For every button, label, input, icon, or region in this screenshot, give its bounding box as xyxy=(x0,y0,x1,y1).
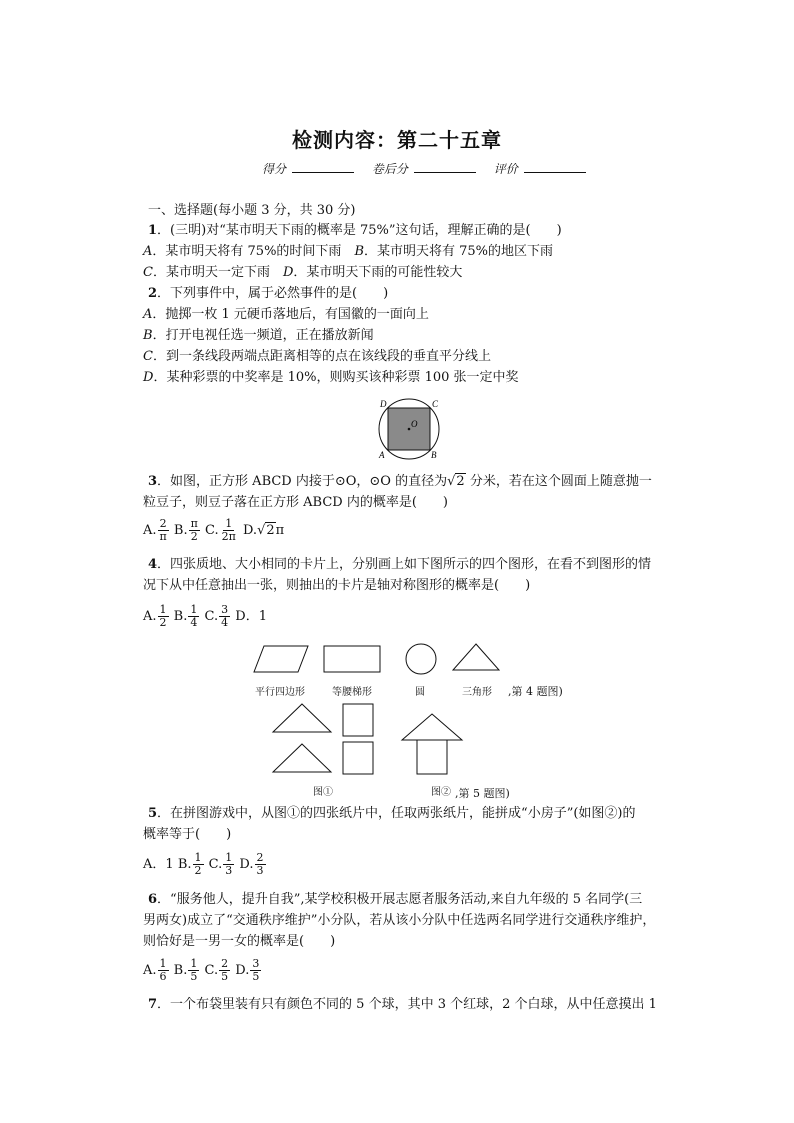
parallelogram-shape xyxy=(254,646,308,672)
option-text: ．某种彩票的中奖率是 10%，则购买该种彩票 100 张一定中奖 xyxy=(153,370,519,385)
fraction xyxy=(219,604,230,629)
question-6-stem-line3: 则恰好是一男一女的概率是( ) xyxy=(143,934,336,949)
option-text: ．打开电视任选一频道，正在播放新闻 xyxy=(152,328,374,343)
option-letter: D. xyxy=(242,523,258,538)
caption-figure-1: 图① xyxy=(313,787,333,798)
option-letter: B xyxy=(354,244,364,259)
question-3-stem-line1 xyxy=(148,474,652,490)
label-c: C xyxy=(432,399,439,409)
isosceles-trapezoid-shape xyxy=(324,646,380,672)
question-4-stem-line1 xyxy=(148,557,651,573)
option-a[interactable] xyxy=(143,603,170,629)
numerator: 1 xyxy=(194,851,202,864)
denominator: 2π xyxy=(221,530,236,543)
question-1-options-ab xyxy=(143,244,553,260)
fraction xyxy=(188,604,199,629)
option-letter: A. xyxy=(143,963,157,978)
center-point xyxy=(408,428,411,431)
house-body xyxy=(417,740,447,774)
numerator: 2 xyxy=(221,957,229,970)
option-letter: B. xyxy=(173,523,188,538)
option-letter: C. xyxy=(208,857,223,872)
question-text: ．(三明)对“某市明天下雨的概率是 75%”这句话，理解正确的是( ) xyxy=(157,223,562,238)
sqrt-expression: √2 xyxy=(257,523,275,538)
score-blank[interactable] xyxy=(292,160,354,173)
caption-circle: 圆 xyxy=(415,687,425,698)
house-roof xyxy=(402,714,462,740)
label-a: A xyxy=(379,450,385,460)
question-number: 3 xyxy=(148,474,158,489)
numerator: 1 xyxy=(159,957,167,970)
label-d: D xyxy=(380,399,387,409)
question-2-option-c[interactable] xyxy=(143,349,491,365)
option-b[interactable] xyxy=(177,851,205,877)
option-letter: D xyxy=(282,265,294,280)
question-5-stem-line1 xyxy=(148,806,635,822)
figure-square-in-circle xyxy=(374,396,446,462)
circle-shape xyxy=(406,644,436,674)
question-number: 7 xyxy=(148,997,158,1012)
denominator: 5 xyxy=(252,970,260,983)
option-letter: A. xyxy=(143,523,157,538)
denominator: 2 xyxy=(159,616,167,629)
fraction xyxy=(255,852,266,877)
radicand: 2 xyxy=(456,474,465,489)
option-a[interactable] xyxy=(143,517,170,543)
denominator: 5 xyxy=(221,970,229,983)
numerator: 1 xyxy=(225,851,233,864)
triangle-card-1 xyxy=(273,704,331,732)
question-text: ．“服务他人，提升自我”,某学校积极开展志愿者服务活动,来自九年级的 5 名同学(三 xyxy=(157,892,643,907)
option-letter: B. xyxy=(177,857,192,872)
caption-triangle: 三角形 xyxy=(462,687,492,698)
option-c[interactable] xyxy=(204,603,232,629)
denominator: 4 xyxy=(190,616,198,629)
triangle-shape xyxy=(453,644,499,670)
denominator: π xyxy=(159,530,167,543)
numerator: 1 xyxy=(190,603,198,616)
question-2-option-d[interactable] xyxy=(143,370,519,386)
option-letter: C. xyxy=(204,963,219,978)
question-text: ．在拼图游戏中，从图①的四张纸片中，任取两张纸片，能拼成“小房子”(如图②)的 xyxy=(157,806,636,821)
fraction xyxy=(158,958,169,983)
fraction xyxy=(223,852,234,877)
option-letter: D xyxy=(143,370,154,385)
question-5-stem-line2: 概率等于( ) xyxy=(143,827,232,842)
denominator: 4 xyxy=(221,616,229,629)
option-d[interactable] xyxy=(243,523,284,538)
denominator: 2 xyxy=(194,864,202,877)
evaluation-label: 评价 xyxy=(493,162,518,176)
question-4-stem-line2: 况下从中任意抽出一张，则抽出的卡片是轴对称图形的概率是( ) xyxy=(143,578,531,593)
question-2-option-a[interactable] xyxy=(143,307,429,323)
section-heading: 一、选择题(每小题 3 分，共 30 分) xyxy=(148,203,356,218)
question-1-stem xyxy=(148,223,562,239)
option-d[interactable]: ．某市明天下雨的可能性较大 xyxy=(293,265,463,280)
score-line xyxy=(262,160,600,177)
numerator: 1 xyxy=(225,517,233,530)
caption-isosceles-trapezoid: 等腰梯形 xyxy=(332,687,372,698)
denominator: 3 xyxy=(256,864,264,877)
numerator: π xyxy=(190,517,198,530)
option-letter: D. xyxy=(239,857,254,872)
question-text: ．下列事件中，属于必然事件的是( ) xyxy=(157,286,389,301)
question-2-option-b[interactable] xyxy=(143,328,374,344)
question-text: ．如图，正方形 ABCD 内接于⊙O，⊙O 的直径为 xyxy=(157,474,448,489)
figure-house-puzzle xyxy=(268,702,468,782)
score-label: 得分 xyxy=(262,162,287,176)
numerator: 1 xyxy=(159,603,167,616)
numerator: 2 xyxy=(256,851,264,864)
triangle-card-2 xyxy=(273,744,331,772)
figure-4-caption: ,第 4 题图) xyxy=(508,685,563,698)
option-letter: D. xyxy=(235,963,250,978)
option-b[interactable] xyxy=(173,517,201,543)
option-b[interactable] xyxy=(173,957,201,983)
numerator: 2 xyxy=(159,517,167,530)
question-4-options xyxy=(143,604,267,629)
question-number: 6 xyxy=(148,892,158,907)
denominator: 6 xyxy=(159,970,167,983)
question-text: ．一个布袋里装有只有颜色不同的 5 个球，其中 3 个红球，2 个白球，从中任意摸出 1 xyxy=(157,997,657,1012)
fraction xyxy=(158,604,169,629)
fraction xyxy=(250,958,261,983)
option-letter: C. xyxy=(204,523,219,538)
numerator: 1 xyxy=(190,957,198,970)
fraction xyxy=(193,852,204,877)
question-3-stem-line2: 粒豆子，则豆子落在正方形 ABCD 内的概率是( ) xyxy=(143,495,448,510)
fraction xyxy=(188,958,199,983)
label-b: B xyxy=(431,450,437,460)
fraction xyxy=(219,958,230,983)
option-text: ．抛掷一枚 1 元硬币落地后，有国徽的一面向上 xyxy=(152,307,429,322)
option-a[interactable]: ．某市明天将有 75%的时间下雨 xyxy=(152,244,342,259)
radicand: 2 xyxy=(266,523,275,538)
option-text: ．到一条线段两端点距离相等的点在该线段的垂直平分线上 xyxy=(152,349,491,364)
question-number: 4 xyxy=(148,557,158,572)
question-6-stem-line1 xyxy=(148,892,642,908)
denominator: 2 xyxy=(190,530,198,543)
option-letter: A. xyxy=(143,609,157,624)
option-c[interactable] xyxy=(208,851,236,877)
option-b[interactable]: ．某市明天将有 75%的地区下雨 xyxy=(364,244,554,259)
question-1-options-cd xyxy=(143,265,462,281)
option-letter: A xyxy=(143,244,153,259)
option-letter: C xyxy=(143,265,153,280)
option-a[interactable] xyxy=(143,957,170,983)
question-number: 2 xyxy=(148,286,158,301)
question-2-stem xyxy=(148,286,388,302)
evaluation-blank[interactable] xyxy=(524,160,586,173)
question-3-options xyxy=(143,518,284,543)
option-c[interactable] xyxy=(204,517,239,543)
numerator: 3 xyxy=(221,603,229,616)
fraction xyxy=(158,518,169,543)
option-c[interactable] xyxy=(204,957,232,983)
fraction xyxy=(220,518,238,543)
question-6-stem-line2: 男两女)成立了“交通秩序维护”小分队，若从该小分队中任选两名同学进行交通秩序维护， xyxy=(143,913,656,928)
question-number: 5 xyxy=(148,806,158,821)
option-letter: B xyxy=(143,328,153,343)
figure-four-shapes xyxy=(250,640,510,680)
fraction xyxy=(189,518,200,543)
page-title: 检测内容：第二十五章 xyxy=(292,128,502,152)
question-5-options xyxy=(143,852,267,877)
option-c[interactable]: ．某市明天一定下雨 xyxy=(152,265,270,280)
option-a[interactable]: A．1 xyxy=(143,857,174,872)
option-letter: B. xyxy=(173,963,188,978)
question-number: 1 xyxy=(148,223,158,238)
numerator: 3 xyxy=(252,957,260,970)
sqrt-expression: √2 xyxy=(447,474,465,489)
figure-5-caption: ,第 5 题图) xyxy=(455,787,510,800)
question-6-options xyxy=(143,958,262,983)
caption-figure-2: 图② xyxy=(431,787,451,798)
question-text: ．四张质地、大小相同的卡片上，分别画上如下图所示的四个图形，在看不到图形的情 xyxy=(157,557,652,572)
option-b[interactable] xyxy=(173,603,201,629)
paper-score-blank[interactable] xyxy=(414,160,476,173)
denominator: 3 xyxy=(225,864,233,877)
denominator: 5 xyxy=(190,970,198,983)
square-card-2 xyxy=(343,742,373,774)
caption-parallelogram: 平行四边形 xyxy=(255,687,305,698)
question-text: 分米，若在这个圆面上随意抛一 xyxy=(465,474,652,489)
option-letter: C. xyxy=(204,609,219,624)
option-d[interactable] xyxy=(239,851,266,877)
option-letter: A xyxy=(143,307,153,322)
pi-symbol: π xyxy=(275,523,285,538)
label-o: O xyxy=(411,419,418,429)
option-d[interactable]: D．1 xyxy=(235,609,267,624)
question-7-stem-line1 xyxy=(148,997,657,1013)
square-card-1 xyxy=(343,704,373,736)
option-letter: C xyxy=(143,349,153,364)
option-letter: B. xyxy=(173,609,188,624)
option-d[interactable] xyxy=(235,957,262,983)
paper-score-label: 卷后分 xyxy=(371,162,408,176)
